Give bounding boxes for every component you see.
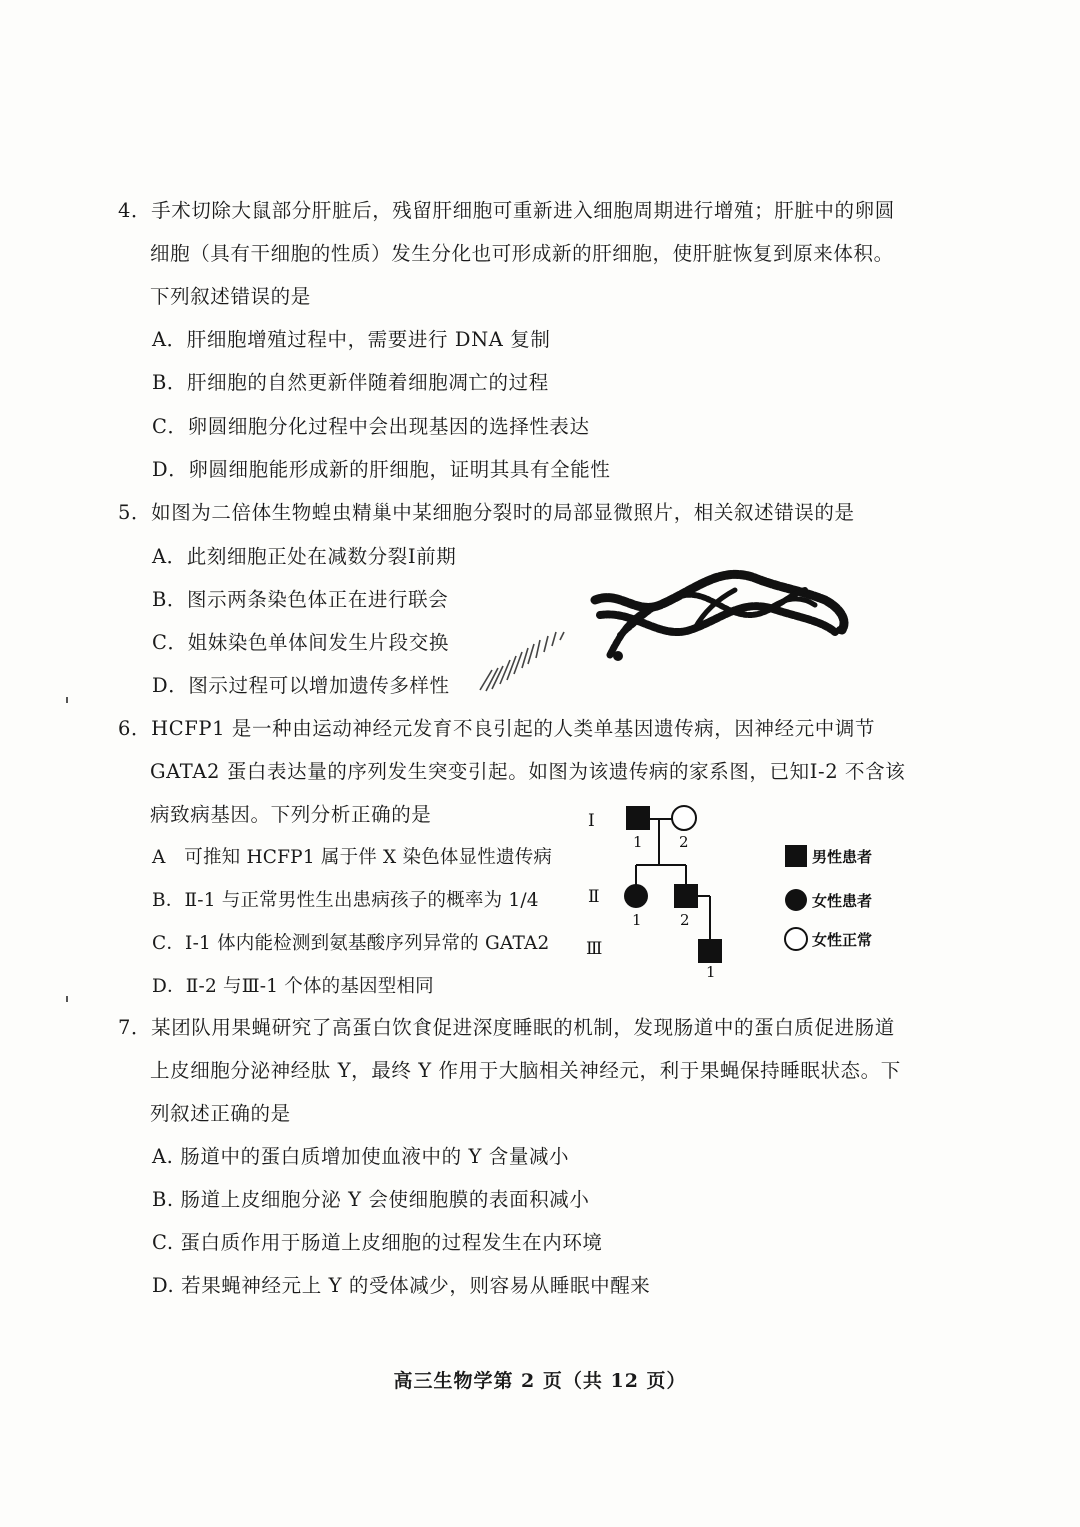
pedigree-num-ii2: 2 <box>680 911 690 929</box>
q4-stem-line-1: 4．手术切除大鼠部分肝脏后，残留肝细胞可重新进入细胞周期进行增殖；肝脏中的卵圆 <box>118 199 895 222</box>
legend-female-normal-label: 女性正常 <box>812 931 873 949</box>
pedigree-i2-female-normal <box>672 806 696 830</box>
q6-option-b: B．Ⅱ-1 与正常男性生出患病孩子的概率为 1/4 <box>152 890 539 911</box>
pedigree-num-i1: 1 <box>633 833 643 851</box>
q5-stem-line-1: 5．如图为二倍体生物蝗虫精巢中某细胞分裂时的局部显微照片，相关叙述错误的是 <box>118 501 855 524</box>
pedigree-iii1-male-affected <box>698 939 722 963</box>
q6-stem-line-2: GATA2 蛋白表达量的序列发生突变引起。如图为该遗传病的家系图，已知Ⅰ-2 不含该 <box>150 760 906 783</box>
q5-option-c: C．姐妹染色单体间发生片段交换 <box>152 631 449 654</box>
pedigree-diagram <box>580 795 900 985</box>
pedigree-ii2-male-affected <box>674 884 698 908</box>
page-footer: 高三生物学第 2 页（共 12 页） <box>393 1370 687 1392</box>
q4-option-a: A．肝细胞增殖过程中，需要进行 DNA 复制 <box>152 328 551 351</box>
q7-stem-line-1: 7．某团队用果蝇研究了高蛋白饮食促进深度睡眠的机制，发现肠道中的蛋白质促进肠道 <box>118 1016 895 1039</box>
q6-stem-line-1: 6．HCFP1 是一种由运动神经元发育不良引起的人类单基因遗传病，因神经元中调节 <box>118 717 876 740</box>
q7-option-d: D. 若果蝇神经元上 Y 的受体减少，则容易从睡眠中醒来 <box>152 1274 651 1297</box>
pedigree-ii1-female-affected <box>624 884 648 908</box>
pedigree-i1-male-affected <box>626 806 650 830</box>
legend-female-affected-icon <box>785 889 807 911</box>
q6-stem-line-3: 病致病基因。下列分析正确的是 <box>150 803 432 826</box>
pedigree-num-i2: 2 <box>679 833 689 851</box>
legend-female-affected-label: 女性患者 <box>812 892 873 910</box>
scan-speck <box>66 697 68 703</box>
q7-option-a: A. 肠道中的蛋白质增加使血液中的 Y 含量减小 <box>152 1145 570 1168</box>
q4-option-b: B．肝细胞的自然更新伴随着细胞凋亡的过程 <box>152 371 549 394</box>
generation-label-iii: Ⅲ <box>586 939 603 959</box>
q6-option-a: A 可推知 HCFP1 属于伴 X 染色体显性遗传病 <box>152 847 553 868</box>
q5-option-d: D．图示过程可以增加遗传多样性 <box>152 674 450 697</box>
pedigree-num-iii1: 1 <box>706 963 716 981</box>
q4-stem-line-2: 细胞（具有干细胞的性质）发生分化也可形成新的肝细胞，使肝脏恢复到原来体积。 <box>150 242 894 265</box>
q7-option-c: C. 蛋白质作用于肠道上皮细胞的过程发生在内环境 <box>152 1231 603 1254</box>
legend-male-affected-icon <box>785 845 807 867</box>
q7-option-b: B. 肠道上皮细胞分泌 Y 会使细胞膜的表面积减小 <box>152 1188 590 1211</box>
q4-option-d: D．卵圆细胞能形成新的肝细胞，证明其具有全能性 <box>152 458 611 481</box>
q7-stem-line-2: 上皮细胞分泌神经肽 Y，最终 Y 作用于大脑相关神经元，利于果蝇保持睡眠状态。下 <box>150 1059 901 1082</box>
q5-option-a: A．此刻细胞正处在减数分裂Ⅰ前期 <box>152 545 457 568</box>
scan-speck <box>66 996 68 1002</box>
q6-option-d: D．Ⅱ-2 与Ⅲ-1 个体的基因型相同 <box>152 976 434 997</box>
q5-option-b: B．图示两条染色体正在进行联会 <box>152 588 449 611</box>
generation-label-ii: Ⅱ <box>588 887 600 907</box>
q6-option-c: C．Ⅰ-1 体内能检测到氨基酸序列异常的 GATA2 <box>152 933 550 954</box>
q4-stem-line-3: 下列叙述错误的是 <box>150 285 311 308</box>
pedigree-num-ii1: 1 <box>632 911 642 929</box>
q4-option-c: C．卵圆细胞分化过程中会出现基因的选择性表达 <box>152 415 590 438</box>
q7-stem-line-3: 列叙述正确的是 <box>150 1102 291 1125</box>
legend-female-normal-icon <box>785 928 807 950</box>
legend-male-affected-label: 男性患者 <box>812 848 873 866</box>
chromosome-micrograph <box>470 560 870 700</box>
generation-label-i: Ⅰ <box>588 811 595 831</box>
